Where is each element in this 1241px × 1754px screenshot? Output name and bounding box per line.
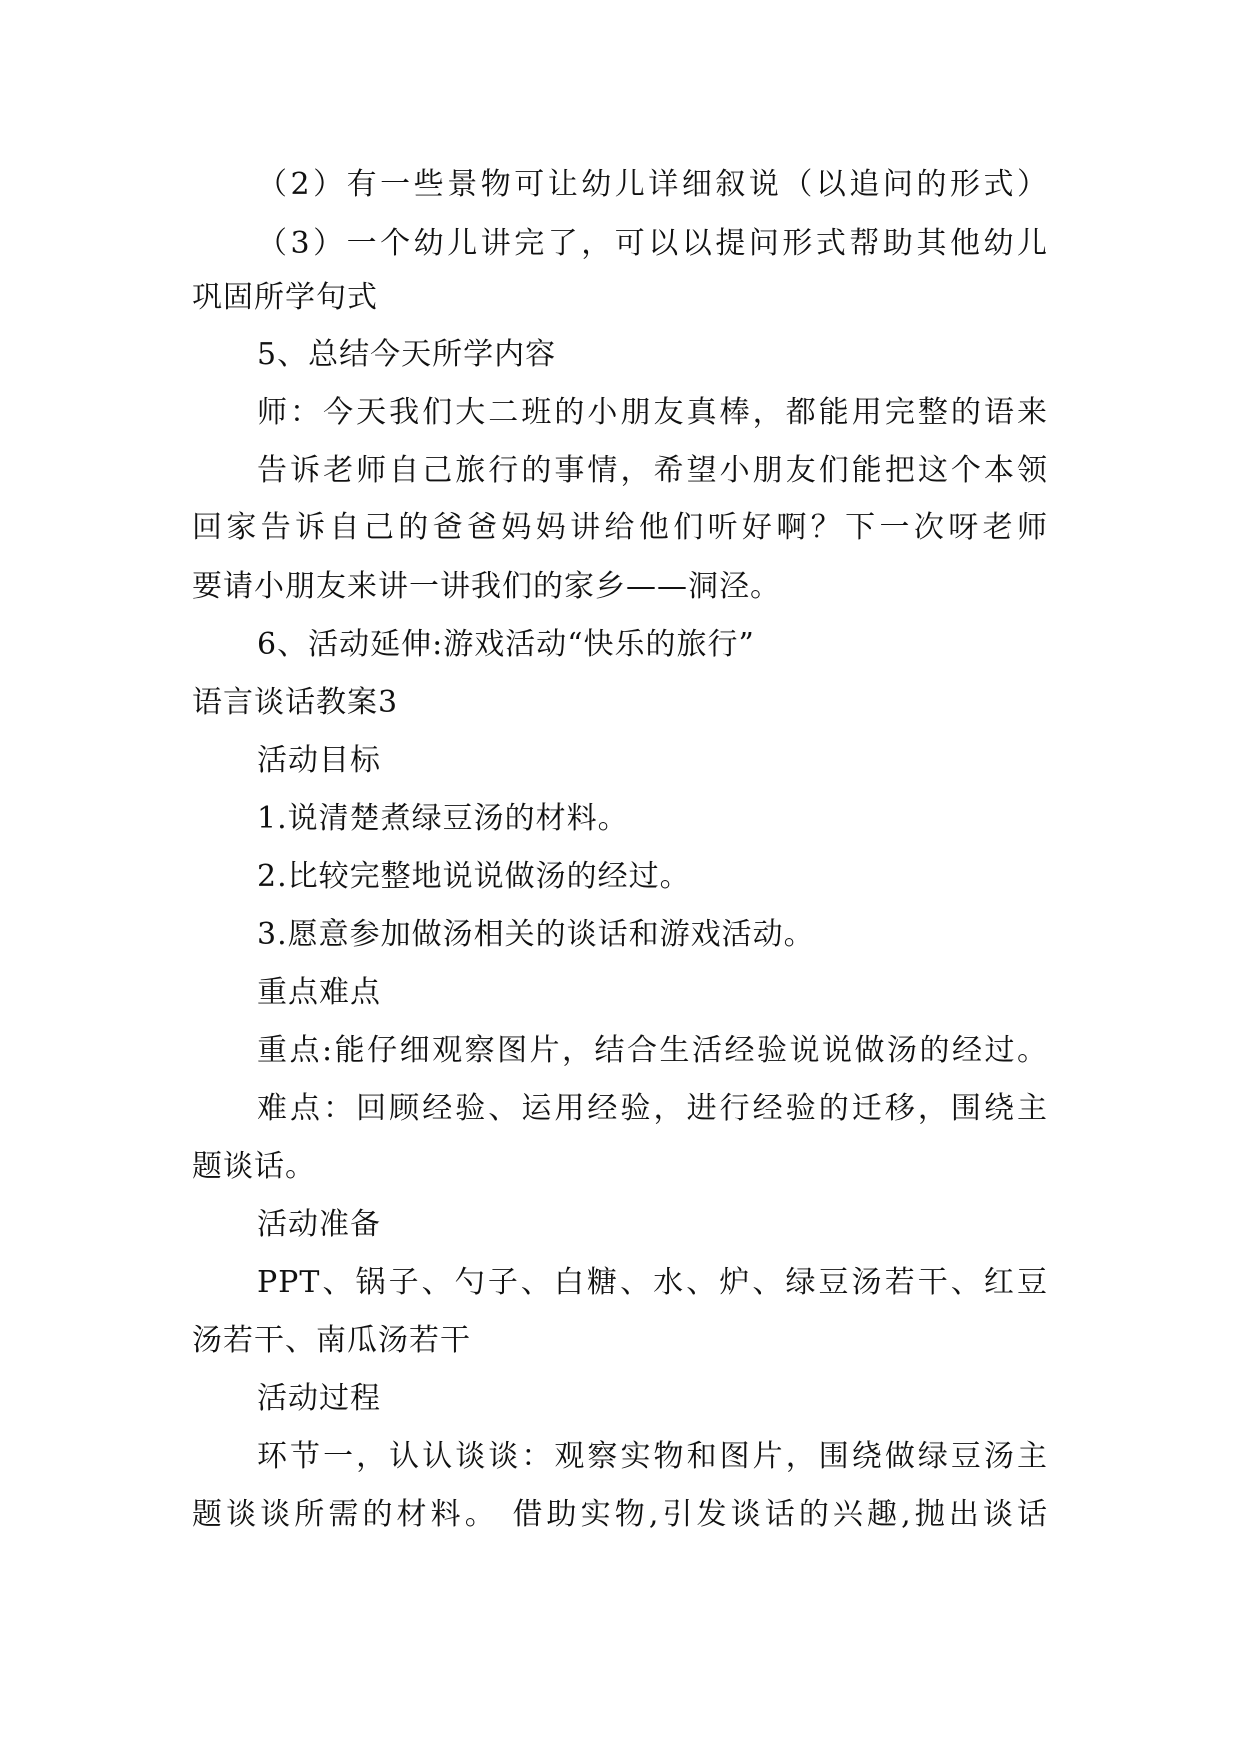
text-line-15: 重点难点 bbox=[257, 975, 381, 1010]
text-line-8: 要请小朋友来讲一讲我们的家乡——洞泾。 bbox=[192, 569, 781, 604]
text-line-4: 5、总结今天所学内容 bbox=[257, 337, 557, 372]
text-line-7: 回家告诉自己的爸爸妈妈讲给他们听好啊？下一次呀老师 bbox=[192, 510, 1048, 545]
text-line-9: 6、活动延伸:游戏活动“快乐的旅行” bbox=[257, 627, 755, 662]
text-line-21: 汤若干、南瓜汤若干 bbox=[192, 1323, 471, 1358]
text-line-19: 活动准备 bbox=[257, 1207, 381, 1242]
text-line-24: 题谈谈所需的材料。 借助实物,引发谈话的兴趣,抛出谈话 bbox=[192, 1497, 1048, 1532]
text-line-6: 告诉老师自己旅行的事情，希望小朋友们能把这个本领 bbox=[257, 453, 1048, 488]
section-heading: 语言谈话教案3 bbox=[192, 685, 399, 720]
text-line-5: 师：今天我们大二班的小朋友真棒，都能用完整的语来 bbox=[257, 395, 1048, 430]
text-line-14: 3.愿意参加做汤相关的谈话和游戏活动。 bbox=[257, 917, 815, 952]
text-line-20: PPT、锅子、勺子、白糖、水、炉、绿豆汤若干、红豆 bbox=[257, 1265, 1048, 1300]
text-line-22: 活动过程 bbox=[257, 1381, 381, 1416]
text-line-11: 活动目标 bbox=[257, 743, 381, 778]
text-line-1: （2）有一些景物可让幼儿详细叙说（以追问的形式） bbox=[257, 167, 1048, 202]
text-line-3: 巩固所学句式 bbox=[192, 280, 378, 315]
text-line-18: 题谈话。 bbox=[192, 1149, 316, 1184]
text-line-13: 2.比较完整地说说做汤的经过。 bbox=[257, 859, 691, 894]
text-line-16: 重点:能仔细观察图片，结合生活经验说说做汤的经过。 bbox=[257, 1033, 1048, 1068]
text-line-23: 环节一，认认谈谈：观察实物和图片，围绕做绿豆汤主 bbox=[257, 1439, 1048, 1474]
text-line-12: 1.说清楚煮绿豆汤的材料。 bbox=[257, 801, 629, 836]
text-line-17: 难点：回顾经验、运用经验，进行经验的迁移，围绕主 bbox=[257, 1091, 1048, 1126]
text-line-2: （3）一个幼儿讲完了，可以以提问形式帮助其他幼儿 bbox=[257, 226, 1048, 261]
